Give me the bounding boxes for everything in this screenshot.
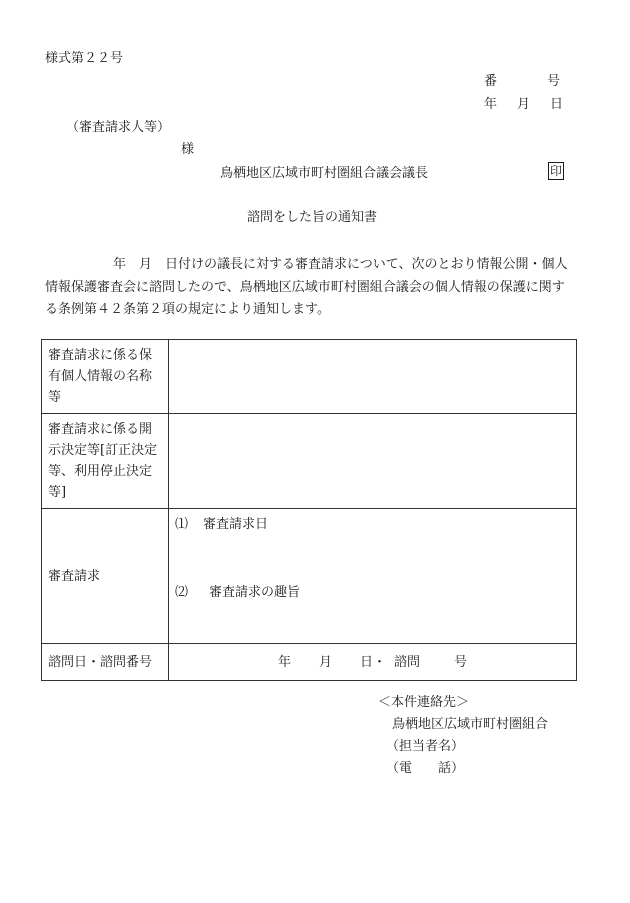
row-label-disclosure-decision: 審査請求に係る開示決定等[訂正決定等、利用停止決定等]: [42, 414, 169, 509]
contact-org: 鳥栖地区広域市町村圏組合: [392, 717, 549, 732]
info-table: [41, 339, 577, 681]
issuer-name: 鳥栖地区広域市町村圏組合議会議長: [220, 166, 429, 181]
doc-number-suffix: 号: [547, 74, 561, 89]
row-label-consult-date: 諮問日・諮問番号: [42, 644, 169, 681]
request-item-purpose: ⑵ 審査請求の趣旨: [175, 585, 301, 600]
addressee-label: （審査請求人等）: [66, 120, 171, 135]
date-month: 月: [517, 97, 531, 112]
document-date: [484, 98, 563, 111]
contact-heading: ＜本件連絡先＞: [378, 695, 470, 710]
row-label-personal-info: 審査請求に係る保有個人情報の名称等: [42, 340, 169, 414]
honorific: 様: [181, 142, 195, 157]
body-paragraph: [45, 254, 580, 322]
table-row: [42, 509, 577, 644]
table-row: [42, 414, 577, 509]
table-row: [42, 644, 577, 681]
seal-stamp: 印: [550, 164, 563, 178]
document-number: [484, 75, 560, 88]
contact-block: [378, 692, 548, 780]
document-title: 諮問をした旨の通知書: [247, 210, 378, 225]
table-row: [42, 340, 577, 414]
body-line-1: 年 月 日付けの議長に対する審査請求について、次のとおり情報公開・個人: [113, 257, 568, 272]
row-label-request: 審査請求: [42, 509, 169, 644]
date-day: 日: [550, 97, 564, 112]
form-number: 様式第２２号: [45, 51, 124, 66]
doc-number-prefix: 番: [484, 74, 498, 89]
row-value-request: [169, 509, 577, 644]
date-year: 年: [484, 97, 498, 112]
row-value-disclosure-decision: [169, 414, 577, 509]
body-line-2: 情報保護審査会に諮問したので、鳥栖地区広域市町村圏組合議会の個人情報の保護に関す: [45, 279, 565, 295]
row-value-consult-date: 年 月 日・ 諮問 号: [169, 644, 577, 681]
row-value-personal-info: [169, 340, 577, 414]
contact-person: （担当者名）: [386, 739, 465, 754]
body-line-3: る条例第４２条第２項の規定により通知します。: [45, 302, 330, 317]
contact-phone: （電 話）: [386, 761, 465, 776]
request-item-date: ⑴ 審査請求日: [175, 517, 269, 532]
